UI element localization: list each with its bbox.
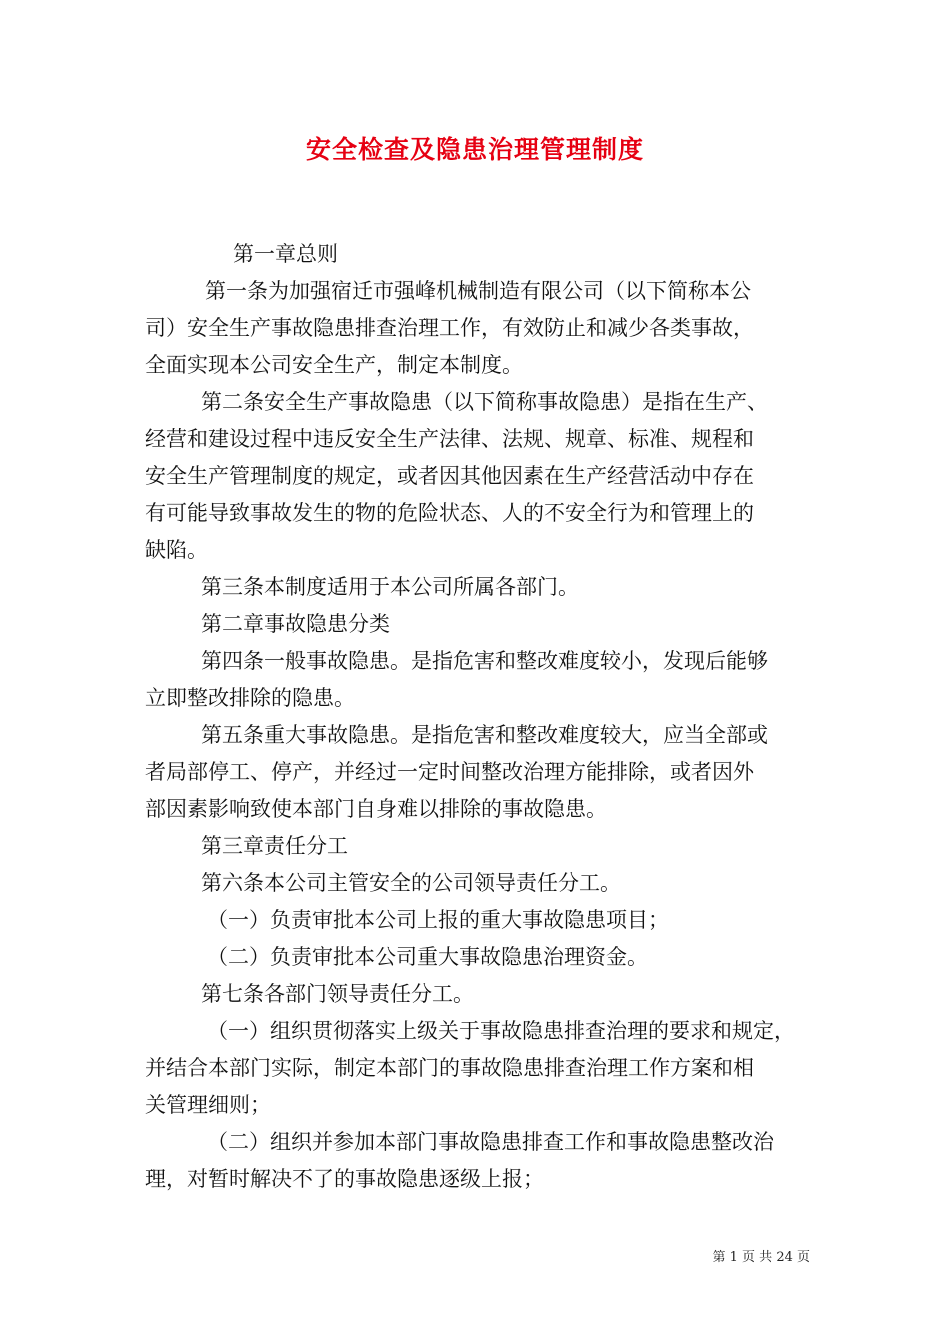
paragraph-line: 第四条一般事故隐患。是指危害和整改难度较小，发现后能够 xyxy=(201,649,768,673)
paragraph-line: 理，对暂时解决不了的事故隐患逐级上报； xyxy=(145,1167,544,1191)
paragraph-line: 第三条本制度适用于本公司所属各部门。 xyxy=(201,575,579,599)
list-item: （二）组织并参加本部门事故隐患排查工作和事故隐患整改治 xyxy=(207,1130,774,1154)
list-item: （一）负责审批本公司上报的重大事故隐患项目； xyxy=(207,908,669,932)
paragraph-line: 第七条各部门领导责任分工。 xyxy=(201,982,474,1006)
chapter-heading: 第二章事故隐患分类 xyxy=(201,612,390,636)
document-body xyxy=(145,236,810,1198)
paragraph-line: 经营和建设过程中违反安全生产法律、法规、规章、标准、规程和 xyxy=(145,427,754,451)
list-item: （一）组织贯彻落实上级关于事故隐患排查治理的要求和规定， xyxy=(207,1019,795,1043)
chapter-heading: 第一章总则 xyxy=(233,242,338,266)
paragraph-line: 立即整改排除的隐患。 xyxy=(145,686,355,710)
document-title: 安全检查及隐患治理管理制度 xyxy=(305,135,644,164)
page-number: 第 1 页 共 24 页 xyxy=(712,1250,810,1265)
paragraph-line: 第一条为加强宿迁市强峰机械制造有限公司（以下简称本公 xyxy=(205,279,751,303)
paragraph-line: 并结合本部门实际，制定本部门的事故隐患排查治理工作方案和相 xyxy=(145,1056,754,1080)
paragraph-line: 全面实现本公司安全生产，制定本制度。 xyxy=(145,353,523,377)
paragraph-line: 部因素影响致使本部门自身难以排除的事故隐患。 xyxy=(145,797,607,821)
paragraph-line: 者局部停工、停产，并经过一定时间整改治理方能排除，或者因外 xyxy=(145,760,754,784)
paragraph-line: 关管理细则； xyxy=(145,1093,271,1117)
paragraph-line: 第六条本公司主管安全的公司领导责任分工。 xyxy=(201,871,621,895)
paragraph-line: 第二条安全生产事故隐患（以下简称事故隐患）是指在生产、 xyxy=(201,390,768,414)
chapter-heading: 第三章责任分工 xyxy=(201,834,348,858)
paragraph-line: 有可能导致事故发生的物的危险状态、人的不安全行为和管理上的 xyxy=(145,501,754,525)
paragraph-line: 缺陷。 xyxy=(145,538,208,562)
paragraph-line: 司）安全生产事故隐患排查治理工作，有效防止和减少各类事故， xyxy=(145,316,754,340)
list-item: （二）负责审批本公司重大事故隐患治理资金。 xyxy=(207,945,648,969)
paragraph-line: 第五条重大事故隐患。是指危害和整改难度较大，应当全部或 xyxy=(201,723,768,747)
paragraph-line: 安全生产管理制度的规定，或者因其他因素在生产经营活动中存在 xyxy=(145,464,754,488)
